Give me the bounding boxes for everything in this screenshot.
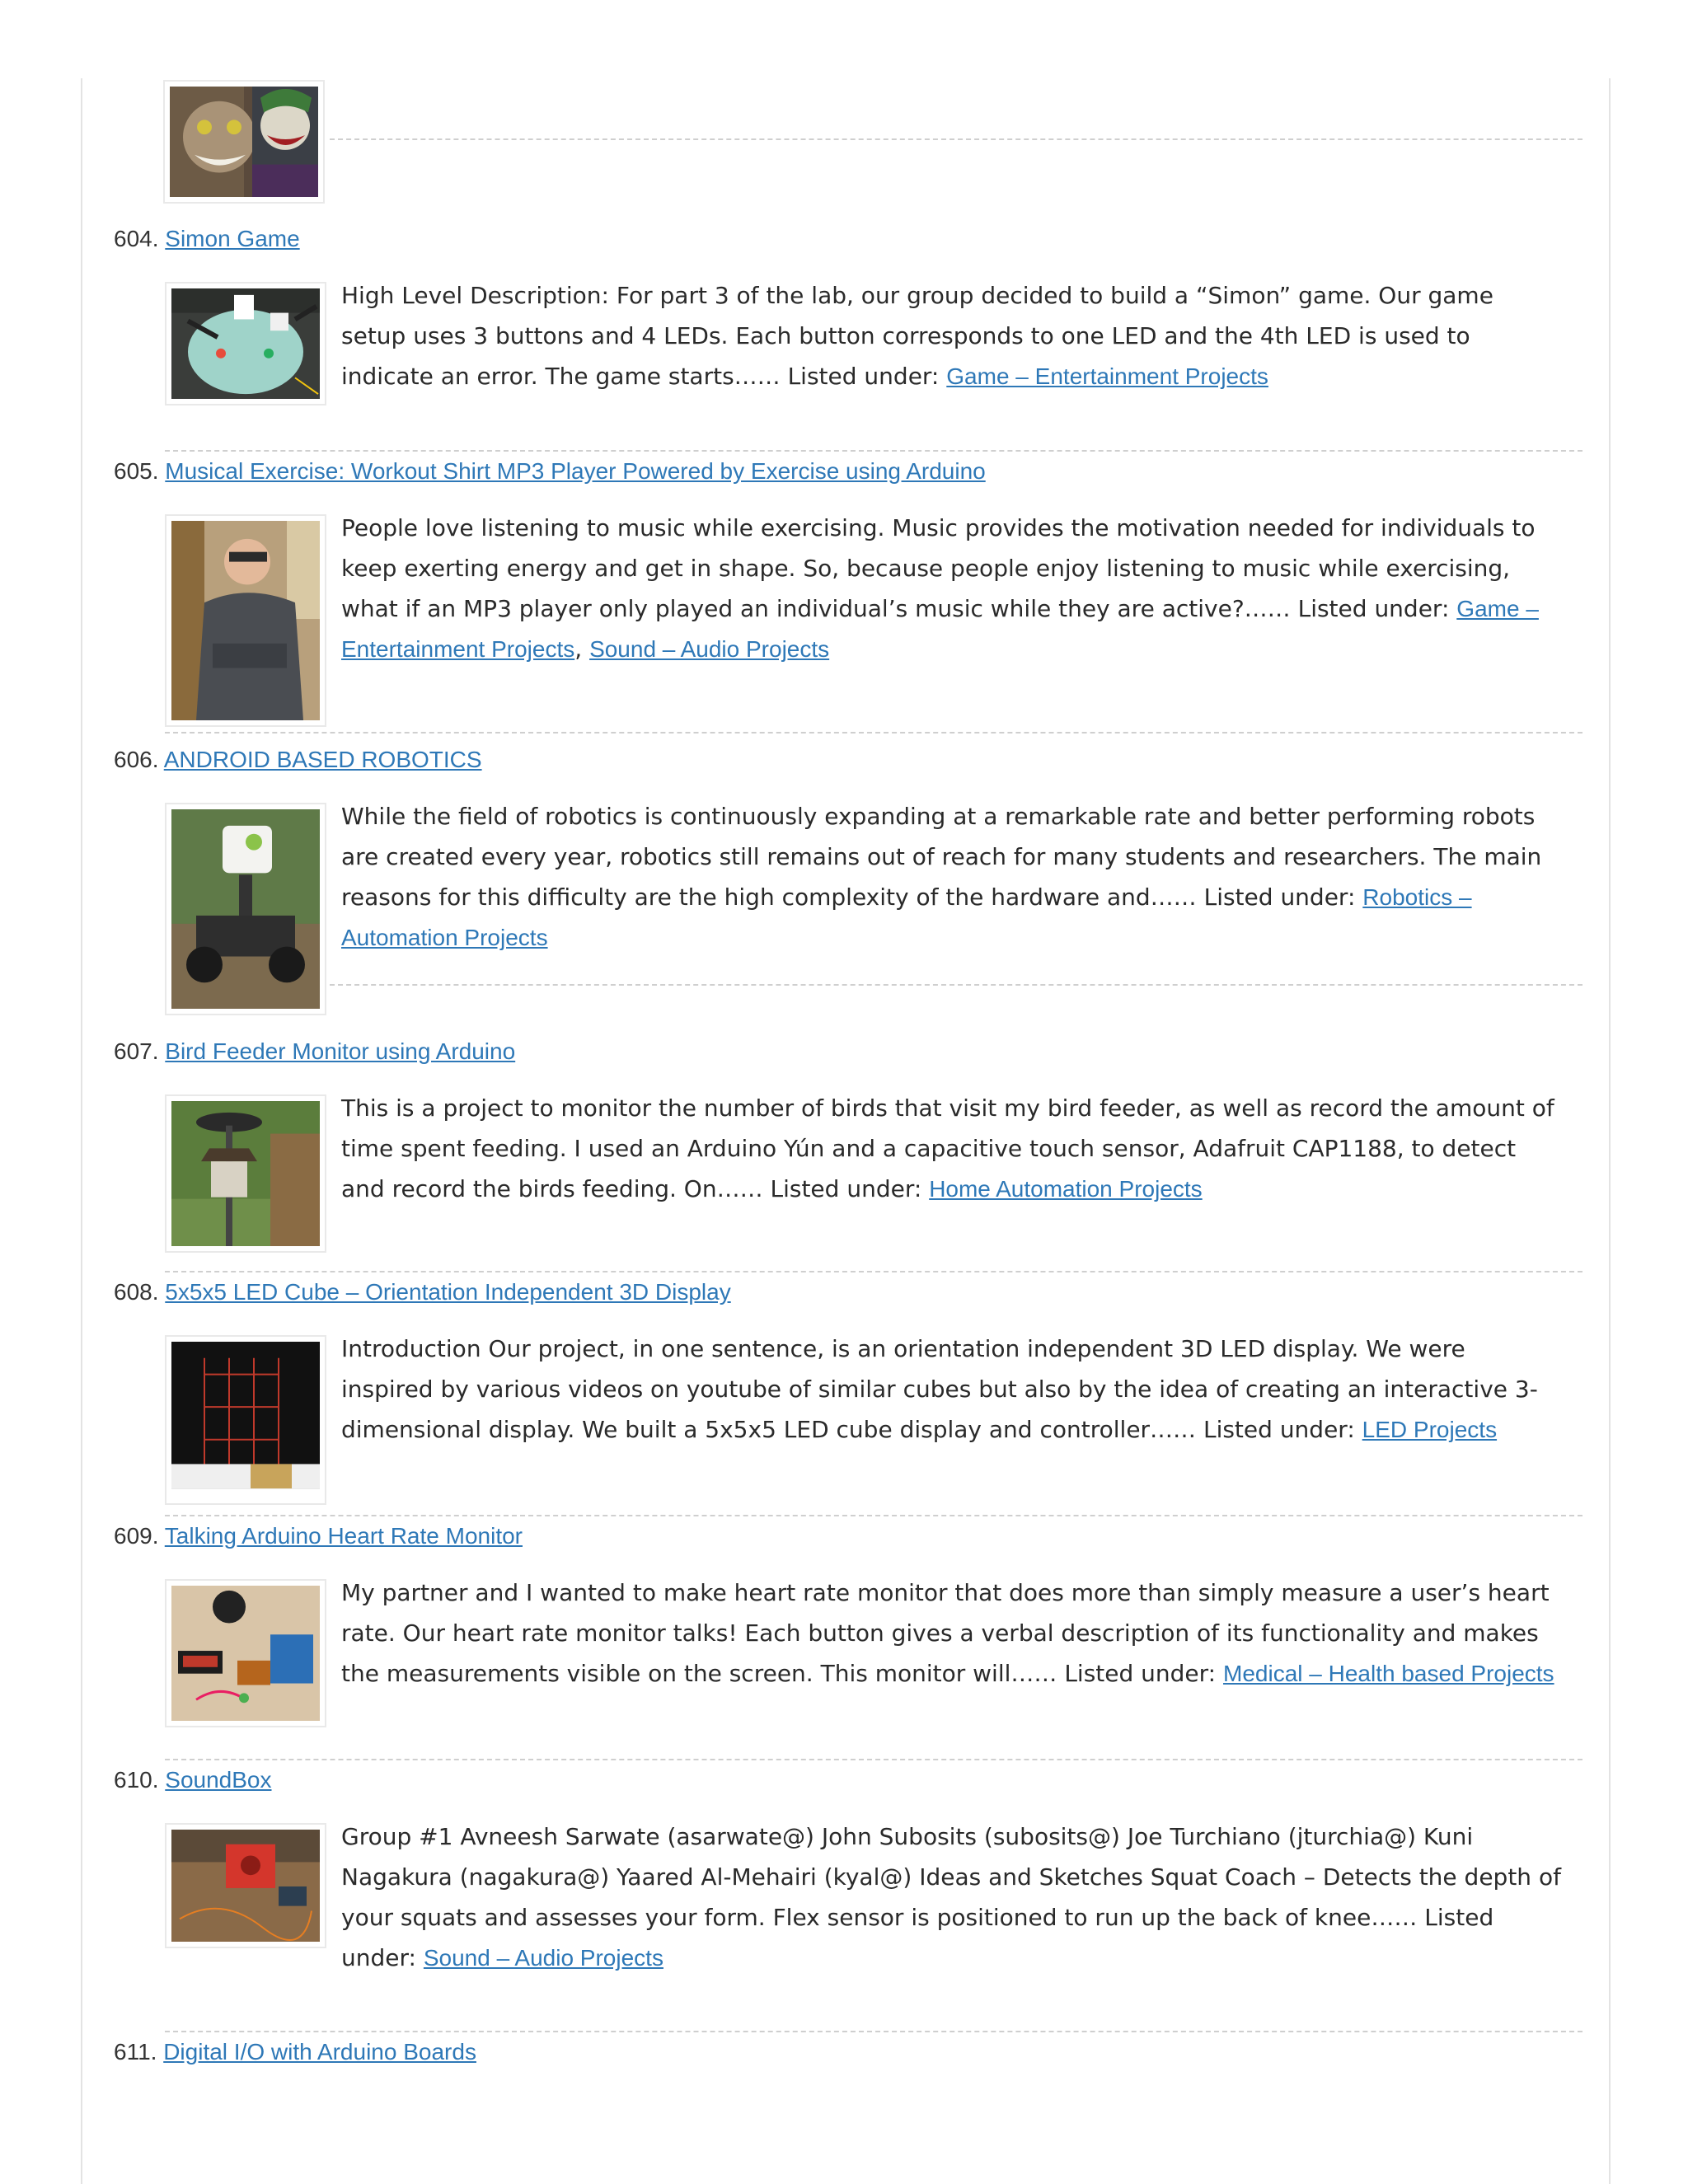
thumbnail-android-robot[interactable] (165, 803, 326, 1015)
soundbox-image (171, 1830, 320, 1942)
separator (165, 1515, 1582, 1516)
excerpt-text: While the field of robotics is continuously expanding at a remarkable rate and better performing robots are created every year, robotics still remains out of reach for many students and researchers. The main reasons for this difficulty are the high complexity of the hardware and…… (341, 803, 1542, 911)
project-entry-608 (82, 1277, 1609, 1516)
entry-title-row (82, 1277, 1609, 1307)
project-entry-604 (82, 224, 1609, 452)
category-link[interactable]: Game – Entertainment Projects (946, 363, 1268, 389)
entry-number: 606. (114, 747, 159, 772)
entry-body (165, 282, 1609, 405)
project-entry-607 (82, 1037, 1609, 1272)
entry-title-row (82, 1037, 1609, 1066)
excerpt-text: This is a project to monitor the number of birds that visit my bird feeder, as well as record the amount of time spent feeding. I used an Arduino Yún and a capacitive touch sensor, Adafruit CAP1188, to detect and record the birds feeding. On…… (341, 1094, 1554, 1202)
entry-title-link[interactable]: Bird Feeder Monitor using Arduino (165, 1038, 516, 1064)
listed-under-label: Listed under: (341, 1904, 1494, 1971)
entry-title-row (82, 1521, 1609, 1551)
entry-excerpt: People love listening to music while exercising. Music provides the motivation needed for individuals to keep exerting energy and get in shape. So, because people enjoy listening to music while exercising, what if an MP3 player only played an individual’s music while they are active?…… Listed under: Game – Entertainment Projects, Sound – Audio Projects (341, 514, 1539, 663)
project-entry-606 (82, 745, 1609, 986)
entry-number: 605. (114, 458, 159, 484)
workout-shirt-image (171, 521, 320, 720)
thumbnail-soundbox[interactable] (165, 1823, 326, 1948)
entry-body (165, 1579, 1609, 1727)
category-link[interactable]: Sound – Audio Projects (423, 1945, 663, 1971)
category-link[interactable]: Robotics – Automation Projects (341, 884, 1472, 950)
separator (165, 450, 1582, 452)
previous-entry-thumbnail-row (82, 78, 1609, 202)
excerpt-text: High Level Description: For part 3 of the lab, our group decided to build a “Simon” game. Our game setup uses 3 buttons and 4 LEDs. Each button corresponds to one LED and the 4th LED is used to indicate an error. The game starts…… (341, 282, 1493, 390)
listed-under-label: Listed under: (1064, 1660, 1217, 1687)
excerpt-text: Introduction Our project, in one sentence, is an orientation independent 3D LED display. We were inspired by various videos on youtube of similar cubes but also by the idea of creating an interactive 3-dimensional display. We built a 5x5x5 LED cube display and controller…… (341, 1335, 1538, 1443)
separator (330, 984, 1582, 986)
excerpt-text: People love listening to music while exercising. Music provides the motivation needed for individuals to keep exerting energy and get in shape. So, because people enjoy listening to music while exercising, what if an MP3 player only played an individual’s music while they are active?…… (341, 514, 1536, 622)
thumbnail-led-cube[interactable] (165, 1335, 326, 1505)
entry-body (165, 1335, 1609, 1505)
listed-under-label: Listed under: (770, 1175, 922, 1202)
entry-title-link[interactable]: ANDROID BASED ROBOTICS (163, 747, 482, 772)
simon-game-image (171, 288, 320, 399)
entry-title-link[interactable]: Musical Exercise: Workout Shirt MP3 Player Powered by Exercise using Arduino (165, 458, 986, 484)
listed-under-label: Listed under: (1203, 883, 1356, 911)
project-entry-609 (82, 1521, 1609, 1760)
entry-body (165, 1094, 1609, 1253)
separator (330, 138, 1582, 140)
entry-title-link[interactable]: Simon Game (165, 226, 300, 251)
thumbnail-simon-game[interactable] (165, 282, 326, 405)
category-link[interactable]: Home Automation Projects (929, 1176, 1203, 1202)
project-list-container (82, 78, 1609, 2184)
entry-number: 611. (114, 2039, 157, 2064)
listed-under-label: Listed under: (1297, 595, 1450, 622)
entry-excerpt (341, 1816, 1561, 1978)
entry-excerpt (341, 1088, 1561, 1209)
category-link[interactable]: Sound – Audio Projects (589, 636, 830, 662)
entry-title-row (82, 1765, 1609, 1795)
entry-title-link[interactable]: SoundBox (165, 1767, 272, 1793)
thumbnail-heart-rate-monitor[interactable] (165, 1579, 326, 1727)
entry-excerpt (341, 796, 1561, 958)
cat-joker-image (170, 87, 318, 197)
listed-under-label: Listed under: (1203, 1416, 1355, 1443)
entry-body (165, 514, 1609, 727)
android-robot-image (171, 809, 320, 1009)
category-link[interactable]: Medical – Health based Projects (1223, 1661, 1554, 1686)
entry-excerpt (341, 1572, 1561, 1694)
separator (165, 1271, 1582, 1272)
entry-number: 610. (114, 1767, 159, 1793)
project-entry-611 (82, 2037, 1609, 2067)
entry-number: 604. (114, 226, 159, 251)
entry-title-link[interactable]: 5x5x5 LED Cube – Orientation Independent 3D Display (165, 1279, 731, 1305)
bird-feeder-image (171, 1101, 320, 1246)
entry-number: 607. (114, 1038, 159, 1064)
excerpt-text: Group #1 Avneesh Sarwate (asarwate@) John Subosits (subosits@) Joe Turchiano (jturchia@) Kuni Nagakura (nagakura@) Yaared Al-Mehairi (kyal@) Ideas and Sketches Squat Coach – Detects the depth of your squats and assesses your form. Flex sensor is positioned to run up the back of knee…… (341, 1823, 1561, 1931)
project-list (82, 224, 1609, 2067)
project-entry-610 (82, 1765, 1609, 2032)
page-border-right (1609, 78, 1611, 2184)
entry-body (165, 1823, 1609, 1978)
entry-number: 609. (114, 1523, 159, 1549)
entry-title-link[interactable]: Digital I/O with Arduino Boards (163, 2039, 476, 2064)
separator (165, 2031, 1582, 2032)
entry-title-row (82, 745, 1609, 775)
entry-title-row (82, 224, 1609, 254)
led-cube-image (171, 1342, 320, 1498)
thumbnail-workout-shirt[interactable] (165, 514, 326, 727)
category-link[interactable]: LED Projects (1362, 1417, 1498, 1442)
entry-excerpt (341, 1329, 1561, 1450)
entry-title-row (82, 2037, 1609, 2067)
thumbnail-cat-joker[interactable] (163, 80, 325, 204)
entry-excerpt (341, 275, 1561, 396)
category-link[interactable]: Game – Entertainment Projects (341, 596, 1539, 662)
entry-number: 608. (114, 1279, 159, 1305)
heart-rate-monitor-image (171, 1586, 320, 1721)
entry-title-link[interactable]: Talking Arduino Heart Rate Monitor (164, 1523, 523, 1549)
thumbnail-bird-feeder[interactable] (165, 1094, 326, 1253)
project-entry-605 (82, 457, 1609, 733)
excerpt-text: My partner and I wanted to make heart rate monitor that does more than simply measure a user’s heart rate. Our heart rate monitor talks! Each button gives a verbal description of its functionality and makes the measurements visible on the screen. This monitor will…… (341, 1579, 1550, 1687)
separator (165, 1759, 1582, 1760)
listed-under-label: Listed under: (787, 363, 940, 390)
entry-title-row (82, 457, 1609, 486)
separator (165, 732, 1582, 733)
